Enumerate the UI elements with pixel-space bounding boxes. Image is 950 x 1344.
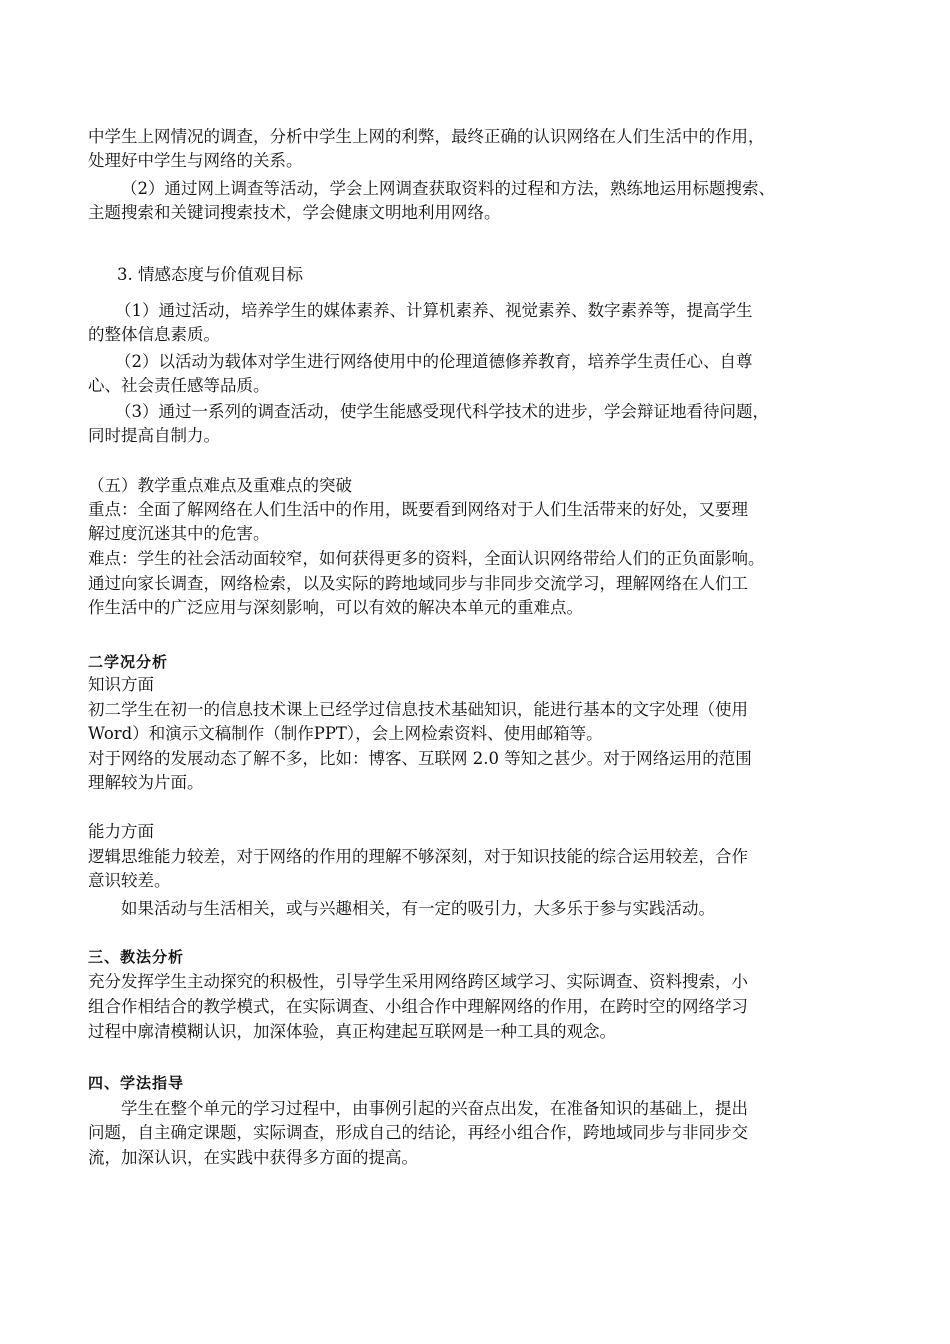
teaching-method-heading: 三、教法分析 [88, 948, 185, 966]
objective-item-2: 主题搜索和关键词搜索技术，学会健康文明地利用网络。 [88, 203, 501, 222]
intro-line: 中学生上网情况的调查，分析中学生上网的利弊，最终正确的认识网络在人们生活中的作用， [88, 127, 765, 146]
ability-text: 意识较差。 [88, 871, 171, 890]
breakthrough-text: 作生活中的广泛应用与深刻影响，可以有效的解决本单元的重难点。 [88, 598, 583, 617]
goal3-heading: 3. 情感态度与价值观目标 [117, 265, 303, 284]
section5-heading: （五）教学重点难点及重难点的突破 [88, 476, 352, 495]
key-point-text: 解过度沉迷其中的危害。 [88, 524, 270, 543]
objective-item-2: （2）通过网上调查等活动，学会上网调查获取资料的过程和方法，熟练地运用标题搜索、 [121, 179, 775, 198]
teaching-method-text: 组合作相结合的教学模式，在实际调查、小组合作中理解网络的作用，在跨时空的网络学习 [88, 997, 748, 1016]
learning-guide-text: 流，加深认识，在实践中获得多方面的提高。 [88, 1148, 418, 1167]
key-point-text: 重点：全面了解网络在人们生活中的作用，既要看到网络对于人们生活带来的好处，又要理 [88, 500, 748, 519]
teaching-method-text: 充分发挥学生主动探究的积极性，引导学生采用网络跨区域学习、实际调查、资料搜索，小 [88, 972, 748, 991]
knowledge-text: 对于网络的发展动态了解不多，比如：博客、互联网 2.0 等知之甚少。对于网络运用的范围 [88, 749, 752, 768]
knowledge-text: Word）和演示文稿制作（制作PPT），会上网检索资料、使用邮箱等。 [88, 724, 603, 743]
knowledge-text: 初二学生在初一的信息技术课上已经学过信息技术基础知识，能进行基本的文字处理（使用 [88, 700, 748, 719]
difficulty-text: 难点：学生的社会活动面较窄，如何获得更多的资料，全面认识网络带给人们的正负面影响。 [88, 549, 765, 568]
ability-text: 如果活动与生活相关，或与兴趣相关，有一定的吸引力，大多乐于参与实践活动。 [121, 899, 715, 918]
goal3-item-1: （1）通过活动，培养学生的媒体素养、计算机素养、视觉素养、数字素养等，提高学生 [115, 301, 753, 320]
knowledge-subheading: 知识方面 [88, 675, 154, 694]
learning-guide-text: 学生在整个单元的学习过程中，由事例引起的兴奋点出发，在准备知识的基础上，提出 [121, 1099, 748, 1118]
teaching-method-text: 过程中廓清模糊认识，加深体验，真正构建起互联网是一种工具的观念。 [88, 1022, 616, 1041]
goal3-item-1: 的整体信息素质。 [88, 325, 220, 344]
goal3-item-2: 心、社会责任感等品质。 [88, 376, 270, 395]
knowledge-text: 理解较为片面。 [88, 773, 204, 792]
breakthrough-text: 通过向家长调查，网络检索，以及实际的跨地域同步与非同步交流学习，理解网络在人们工 [88, 574, 748, 593]
goal3-item-3: （3）通过一系列的调查活动，使学生能感受现代科学技术的进步，学会辩证地看待问题， [115, 402, 769, 421]
learning-guide-heading: 四、学法指导 [88, 1074, 185, 1092]
goal3-item-2: （2）以活动为载体对学生进行网络使用中的伦理道德修养教育，培养学生责任心、自尊 [115, 352, 753, 371]
ability-text: 逻辑思维能力较差，对于网络的作用的理解不够深刻，对于知识技能的综合运用较差，合作 [88, 847, 748, 866]
goal3-item-3: 同时提高自制力。 [88, 426, 220, 445]
student-analysis-heading: 二学况分析 [88, 653, 169, 671]
intro-line: 处理好中学生与网络的关系。 [88, 151, 303, 170]
ability-subheading: 能力方面 [88, 822, 154, 841]
learning-guide-text: 问题，自主确定课题，实际调查，形成自己的结论，再经小组合作，跨地域同步与非同步交 [88, 1123, 748, 1142]
